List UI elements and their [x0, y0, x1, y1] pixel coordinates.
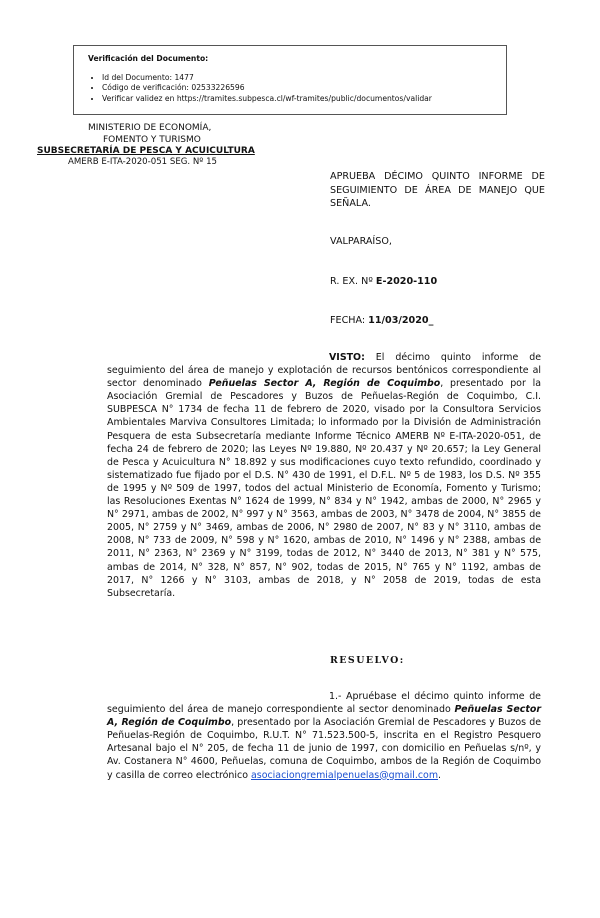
resolution-title: APRUEBA DÉCIMO QUINTO INFORME DE SEGUIMIENTO DE ÁREA DE MANEJO QUE SEÑALA.	[330, 171, 545, 209]
rex-label: R. EX. Nº	[330, 276, 376, 287]
email-link[interactable]: asociaciongremialpenuelas@gmail.com	[251, 769, 439, 781]
resuelvo-text-2: , presentado por la Asociación Gremial de Pescadores y Buzos de Peñuelas-Región de Coquimbo, R.U.T. N° 71.523.500-5, inscrita en el Registro Pesquero Artesanal bajo el N° 205, de fecha 11 de junio de 1997, con domicilio en Peñuelas s/nº, y Av. Costanera N° 4600, Peñuelas, comuna de Coquimbo, ambos de la Región de Coquimbo y casilla de correo electrónico	[107, 717, 541, 781]
resolution-number	[330, 276, 437, 287]
date-value: 11/03/2020	[368, 315, 429, 326]
resuelvo-text-1: Apruébase el décimo quinto informe de seguimiento del área de manejo correspondiente al sector denominado	[107, 691, 541, 716]
resolution-date	[330, 315, 433, 326]
visto-paragraph	[107, 351, 541, 600]
verification-title: Verificación del Documento:	[88, 54, 209, 63]
resuelvo-heading: RESUELVO:	[330, 655, 405, 666]
ministry-line-1: MINISTERIO DE ECONOMÍA,	[88, 123, 212, 133]
verification-url[interactable]: • Verificar validez en https://tramites.subpesca.cl/wf-tramites/public/documentos/validar	[102, 94, 498, 104]
visto-label: VISTO:	[329, 352, 365, 363]
ministry-line-2: FOMENTO Y TURISMO	[103, 135, 201, 145]
resuelvo-text-3: .	[438, 769, 442, 781]
verification-box	[73, 45, 507, 115]
date-suffix: _	[428, 315, 434, 326]
resuelvo-sector-name: Peñuelas Sector A, Región de Coquimbo	[107, 704, 541, 729]
visto-text-1: El décimo quinto informe de seguimiento del área de manejo y explotación de recursos bentónicos correspondiente al sector denominado	[107, 352, 541, 390]
visto-sector-name: Peñuelas Sector A, Región de Coquimbo	[208, 378, 441, 390]
item-number: 1.-	[329, 691, 347, 702]
resuelvo-item-1	[107, 690, 541, 782]
document-reference: AMERB E-ITA-2020-051 SEG. Nº 15	[68, 157, 218, 167]
document-id: • Id del Documento: 1477	[102, 73, 498, 83]
visto-text-2: , presentado por la Asociación Gremial de Pescadores y Buzos de Peñuelas-Región de Coquimbo, C.I. SUBPESCA N° 1734 de fecha 11 de febrero de 2020, visado por la Consultora Servicios Ambientales Marviva Consultores Limitada; lo informado por la División de Administración Pesquera de esta Subsecretaría mediante Informe Técnico AMERB Nº E-ITA-2020-051, de fecha 24 de febrero de 2020; las Leyes Nº 19.880, Nº 20.437 y Nº 20.657; la Ley General de Pesca y Acuicultura N° 18.892 y sus modificaciones cuyo texto refundido, coordinado y sistematizado fue fijado por el D.S. N° 430 de 1991, el D.F.L. Nº 5 de 1983, los D.S. Nº 355 de 1995 y Nº 509 de 1997, todos del actual Ministerio de Economía, Fomento y Turismo; las Resoluciones Exentas N° 1624 de 1999, N° 834 y N° 1942, ambas de 2000, N° 2965 y N° 2971, ambas de 2002, N° 997 y N° 3563, ambas de 2003, N° 3478 de 2004, N° 3855 de 2005, N° 2759 y N° 3469, ambas de 2006, N° 2980 de 2007, N° 83 y N° 3110, ambas de 2008, N° 733 de 2009, N° 598 y N° 1620, ambas de 2010, N° 1496 y N° 2388, ambas de 2011, N° 2363, N° 2369 y N° 3199, todas de 2012, N° 3440 de 2013, N° 381 y N° 575, ambas de 2014, N° 328, N° 857, N° 902, todas de 2015, N° 765 y N° 1192, ambas de 2017, N° 1266 y N° 3103, ambas de 2018, y N° 2058 de 2019, todas de esta Subsecretaría.	[107, 378, 542, 599]
subsecretaria-heading: SUBSECRETARÍA DE PESCA Y ACUICULTURA	[37, 146, 255, 156]
verification-list	[88, 73, 498, 104]
date-label: FECHA:	[330, 315, 369, 326]
resolution-city: VALPARAÍSO,	[330, 236, 392, 247]
verification-code: • Código de verificación: 02533226596	[102, 83, 498, 93]
rex-number: E-2020-110	[375, 276, 438, 287]
